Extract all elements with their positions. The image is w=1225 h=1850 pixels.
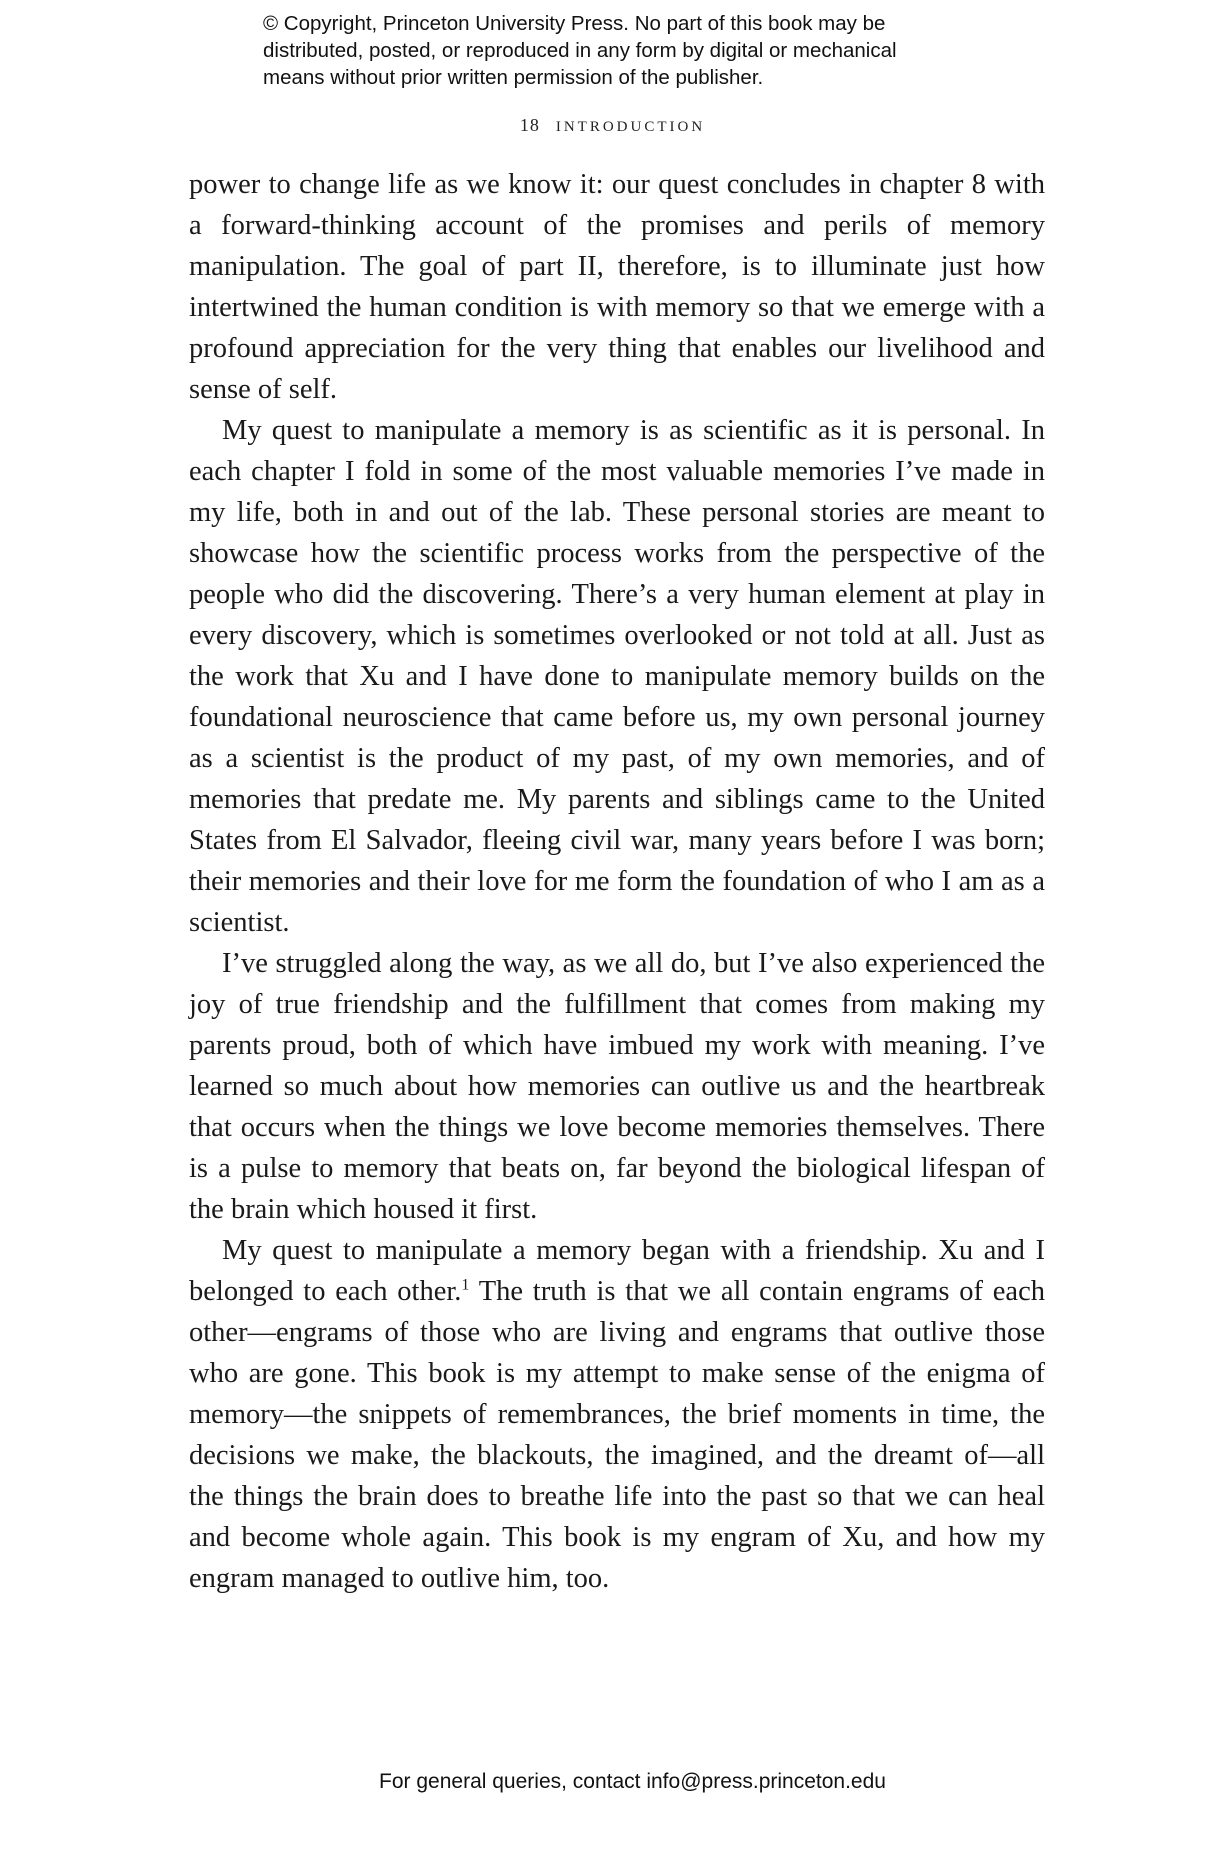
running-head (0, 112, 1225, 137)
copyright-line: distributed, posted, or reproduced in any form by digital or mechanical (263, 39, 897, 62)
paragraph-text: The truth is that we all contain engrams of each other—engrams of those who are living and engrams that outlive those who are gone. This book is my attempt to make sense of the enigma of memory—the snippets of remembrances, the brief moments in time, the decisions we make, the blackouts, the imagined, and the dreamt of—all the things the brain does to breathe life into the past so that we can heal and become whole again. This book is my engram of Xu, and how my engram managed to outlive him, too. (189, 1276, 1045, 1594)
running-head-section: introduction (555, 112, 706, 136)
paragraph: My quest to manipulate a memory is as scientific as it is personal. In each chapter I fold in some of the most valuable memories I’ve made in my life, both in and out of the lab. These personal stories are meant to showcase how the scientific process works from the perspective of the people who did the discovering. There’s a very human element at play in every discovery, which is sometimes overlooked or not told at all. Just as the work that Xu and I have done to manipulate memory builds on the foundational neuroscience that came before us, my own personal journey as a scientist is the product of my past, of my own memories, and of memories that predate me. My parents and siblings came to the United States from El Salvador, fleeing civil war, many years before I was born; their memories and their love for me form the foundation of who I am as a scientist. (189, 415, 1045, 938)
footer-contact: For general queries, contact info@press.princeton.edu (379, 1770, 886, 1793)
paragraph: power to change life as we know it: our quest concludes in chapter 8 with a forward-thinking account of the promises and perils of memory manipulation. The goal of part II, therefore, is to illuminate just how intertwined the human condition is with memory so that we emerge with a profound appreciation for the very thing that enables our livelihood and sense of self. (189, 169, 1045, 405)
copyright-notice (263, 10, 1023, 91)
paragraph: I’ve struggled along the way, as we all do, but I’ve also experienced the joy of true friendship and the fulfillment that comes from making my parents proud, both of which have imbued my work with meaning. I’ve learned so much about how memories can outlive us and the heartbreak that occurs when the things we love become memories themselves. There is a pulse to memory that beats on, far beyond the biological lifespan of the brain which housed it first. (189, 948, 1045, 1225)
footnote-marker[interactable]: 1 (461, 1276, 470, 1294)
page-number: 18 (519, 115, 540, 135)
copyright-line: © Copyright, Princeton University Press. No part of this book may be (263, 12, 886, 35)
paragraph (189, 1230, 1045, 1599)
paragraph-text: My quest to manipulate a memory began with a friendship. Xu and I belonged to each other. (189, 1235, 1045, 1307)
copyright-line: means without prior written permission of the publisher. (263, 66, 764, 89)
body-text (189, 164, 1045, 1599)
